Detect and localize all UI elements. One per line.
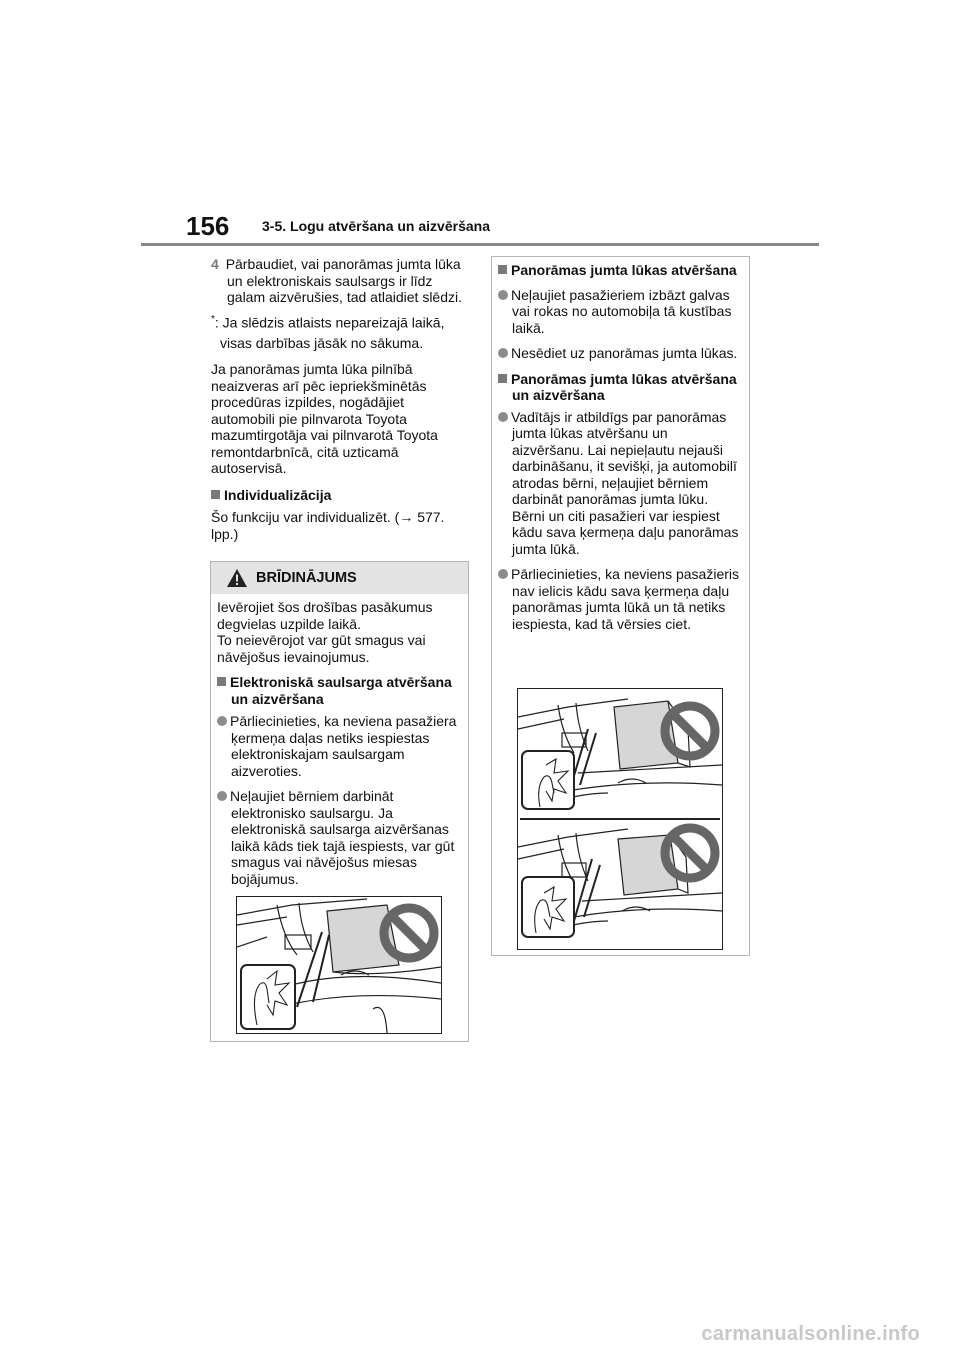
sunroof-open-close-heading: [498, 371, 741, 404]
right-bullet-1-text: Neļaujiet pasažieriem izbāzt galvas vai rokas no automobiļa tā kustības laikā.: [511, 286, 732, 336]
warning-intro-1: Ievērojiet šos drošības pasākumus degvielas uzpilde laikā.: [217, 599, 433, 632]
warning-label: BRĪDINĀJUMS: [256, 570, 357, 586]
bullet-dot-icon: [498, 412, 508, 422]
footnote-line2: visas darbības jāsāk no sākuma.: [220, 334, 424, 351]
warning-bullet-1-text: Pārliecinieties, ka neviena pasažiera ķermeņa daļas netiks iespiestas elektroniskajam saulsargam aizveroties.: [230, 713, 457, 779]
warning-bullet-1: [217, 713, 460, 779]
bullet-dot-icon: [217, 716, 227, 726]
footnote-line1: : Ja slēdzis atlaists nepareizajā laikā,: [214, 314, 445, 331]
right-bullet-1: [498, 287, 741, 337]
page-reference-link[interactable]: 577. lpp.): [211, 509, 445, 542]
customization-text-main: Šo funkciju var individualizēt. (: [211, 509, 400, 526]
sunshade-illustration: [236, 896, 442, 1034]
customization-heading: [211, 487, 467, 504]
warning-heading: [217, 674, 460, 707]
sunroof-open-close-heading-text: Panorāmas jumta lūkas atvēršana un aizvēršana: [511, 370, 737, 403]
header-divider: [141, 243, 819, 246]
sunroof-illustration: [517, 688, 723, 950]
right-bullet-3: [498, 409, 741, 558]
sunroof-pinch-drawing: [518, 689, 722, 949]
warning-heading-text: Elektroniskā saulsarga atvēršana un aizvēršana: [230, 674, 452, 707]
customization-text: [211, 509, 467, 542]
right-bullet-4: [498, 566, 741, 632]
footnote: [211, 312, 467, 352]
sunroof-opening-heading: [498, 262, 741, 279]
bullet-dot-icon: [217, 791, 227, 801]
warning-bullet-2-text: Neļaujiet bērniem darbināt elektronisko saulsargu. Ja elektroniskā saulsarga aizvēršanas laikā kāds tiek tajā iespiests, var gūt smagus vai nāvējošus miesas bojājumus.: [230, 788, 455, 887]
warning-triangle-icon: [226, 568, 248, 588]
square-bullet-icon: [211, 490, 220, 499]
bullet-dot-icon: [498, 569, 508, 579]
sunshade-pinch-drawing: [237, 897, 441, 1033]
step-number: 4: [211, 256, 219, 272]
page-number: 156: [186, 211, 230, 241]
warning-bullet-2: [217, 788, 460, 887]
square-bullet-icon: [217, 677, 226, 686]
step-text: Pārbaudiet, vai panorāmas jumta lūka un elektroniskais saulsargs ir līdz galam aizvērušies, tad atlaidiet slēdzi.: [225, 256, 463, 305]
right-bullet-3-text: Vadītājs ir atbildīgs par panorāmas jumta lūkas atvēršanu un aizvēršanu. Lai nepieļautu nejauši darbināšanu, it sevišķi, ja automobilī atrodas bērni, neļaujiet bērniem darbināt panorāmas jumta lūku. Bērni un citi pasažieri var iespiest kādu sava ķermeņa daļu panorāmas jumta lūkā.: [511, 408, 739, 557]
arrow-right-icon: →: [399, 509, 414, 526]
paragraph: Ja panorāmas jumta lūka pilnībā neaizveras arī pēc iepriekšminētās procedūras izpildes, nogādājiet automobili pie pilnvarota Toyota mazumtirgotāja vai pilnvarotā Toyota remontdarbnīcā, citā uzticamā autoservisā.: [211, 361, 438, 477]
warning-intro-2: To neievērojot var gūt smagus vai nāvējošus ievainojumus.: [217, 632, 426, 665]
bullet-dot-icon: [498, 348, 508, 358]
right-bullet-2-text: Nesēdiet uz panorāmas jumta lūkas.: [511, 345, 738, 361]
warning-header: [211, 562, 468, 594]
square-bullet-icon: [498, 265, 507, 274]
right-bullet-4-text: Pārliecinieties, ka neviens pasažieris nav ielicis kādu sava ķermeņa daļu panorāmas jumta lūkā un tā netiks iespiesta, kad tā vērsies ciet.: [511, 566, 739, 632]
right-bullet-2: [498, 345, 741, 362]
warning-content: [211, 594, 468, 887]
footer-watermark[interactable]: carmanualsonline.info: [701, 1323, 920, 1345]
bullet-dot-icon: [498, 290, 508, 300]
left-column: [211, 256, 467, 542]
square-bullet-icon: [498, 374, 507, 383]
right-box-content: [492, 257, 749, 632]
sunroof-opening-heading-text: Panorāmas jumta lūkas atvēršana: [511, 262, 737, 278]
section-title: 3-5. Logu atvēršana un aizvēršana: [262, 218, 490, 234]
step-4: [211, 256, 467, 306]
footnote-mark: *: [211, 313, 215, 325]
customization-heading-text: Individualizācija: [224, 486, 332, 503]
